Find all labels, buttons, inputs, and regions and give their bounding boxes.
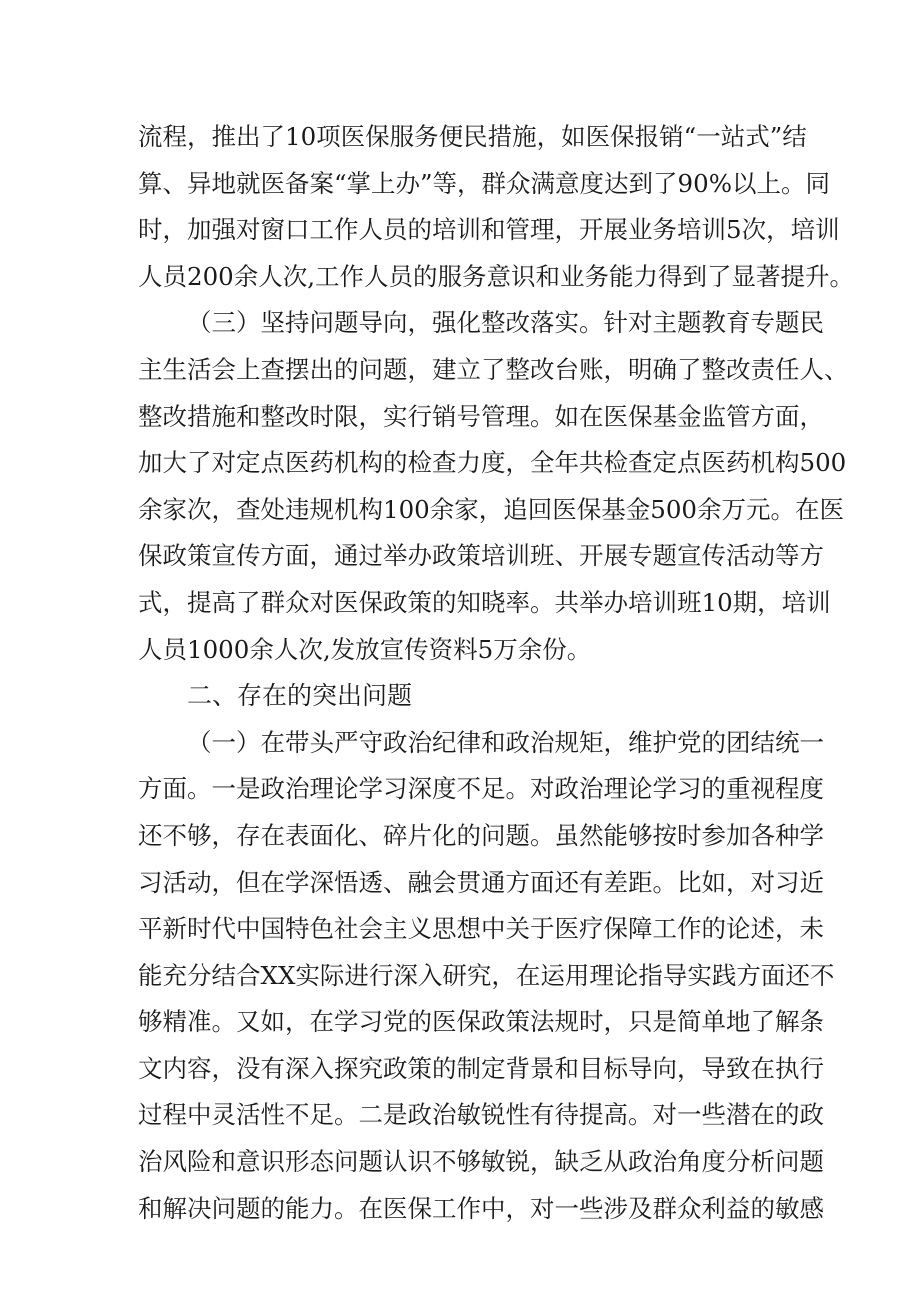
text-line: 整改措施和整改时限，实行销号管理。如在医保基金监管方面， (138, 401, 824, 431)
text-line: 保政策宣传方面，通过举办政策培训班、开展专题宣传活动等方 (138, 541, 824, 571)
text-line: 人员200余人次,工作人员的服务意识和业务能力得到了显著提升。 (138, 261, 855, 291)
document-body (138, 114, 855, 1232)
text-line: 治风险和意识形态问题认识不够敏锐，缺乏从政治角度分析问题 (138, 1147, 824, 1177)
paragraph-start-line: （三）坚持问题导向，强化整改落实。针对主题教育专题民 (187, 308, 824, 338)
text-line: 式，提高了群众对医保政策的知晓率。共举办培训班10期，培训 (138, 587, 831, 617)
text-line: 平新时代中国特色社会主义思想中关于医疗保障工作的论述，未 (138, 914, 824, 944)
text-line: 余家次，查处违规机构100余家，追回医保基金500余万元。在医 (138, 494, 845, 524)
text-line: 算、异地就医备案“掌上办”等，群众满意度达到了90%以上。同 (138, 168, 831, 198)
section-heading: 二、存在的突出问题 (187, 681, 413, 711)
text-line: 能充分结合XX实际进行深入研究，在运用理论指导实践方面还不 (138, 960, 835, 990)
text-line: 主生活会上查摆出的问题，建立了整改台账，明确了整改责任人、 (138, 354, 849, 384)
text-line: 加大了对定点医药机构的检查力度，全年共检查定点医药机构500 (138, 448, 847, 478)
text-line: 和解决问题的能力。在医保工作中，对一些涉及群众利益的敏感 (138, 1193, 824, 1223)
text-line: 流程，推出了10项医保服务便民措施，如医保报销“一站式”结 (138, 122, 807, 151)
text-line: 人员1000余人次,发放宣传资料5万余份。 (138, 634, 592, 664)
text-line: 还不够，存在表面化、碎片化的问题。虽然能够按时参加各种学 (138, 820, 824, 850)
text-line: 时，加强对窗口工作人员的培训和管理，开展业务培训5次，培训 (138, 215, 840, 245)
text-line: 够精准。又如，在学习党的医保政策法规时，只是简单地了解条 (138, 1007, 824, 1037)
text-line: 方面。一是政治理论学习深度不足。对政治理论学习的重视程度 (138, 774, 824, 804)
text-line: 习活动，但在学深悟透、融会贯通方面还有差距。比如，对习近 (138, 867, 824, 897)
text-line: 过程中灵活性不足。二是政治敏锐性有待提高。对一些潜在的政 (138, 1100, 824, 1130)
paragraph-start-line: （一）在带头严守政治纪律和政治规矩，维护党的团结统一 (187, 727, 824, 757)
text-line: 文内容，没有深入探究政策的制定背景和目标导向，导致在执行 (138, 1053, 824, 1083)
